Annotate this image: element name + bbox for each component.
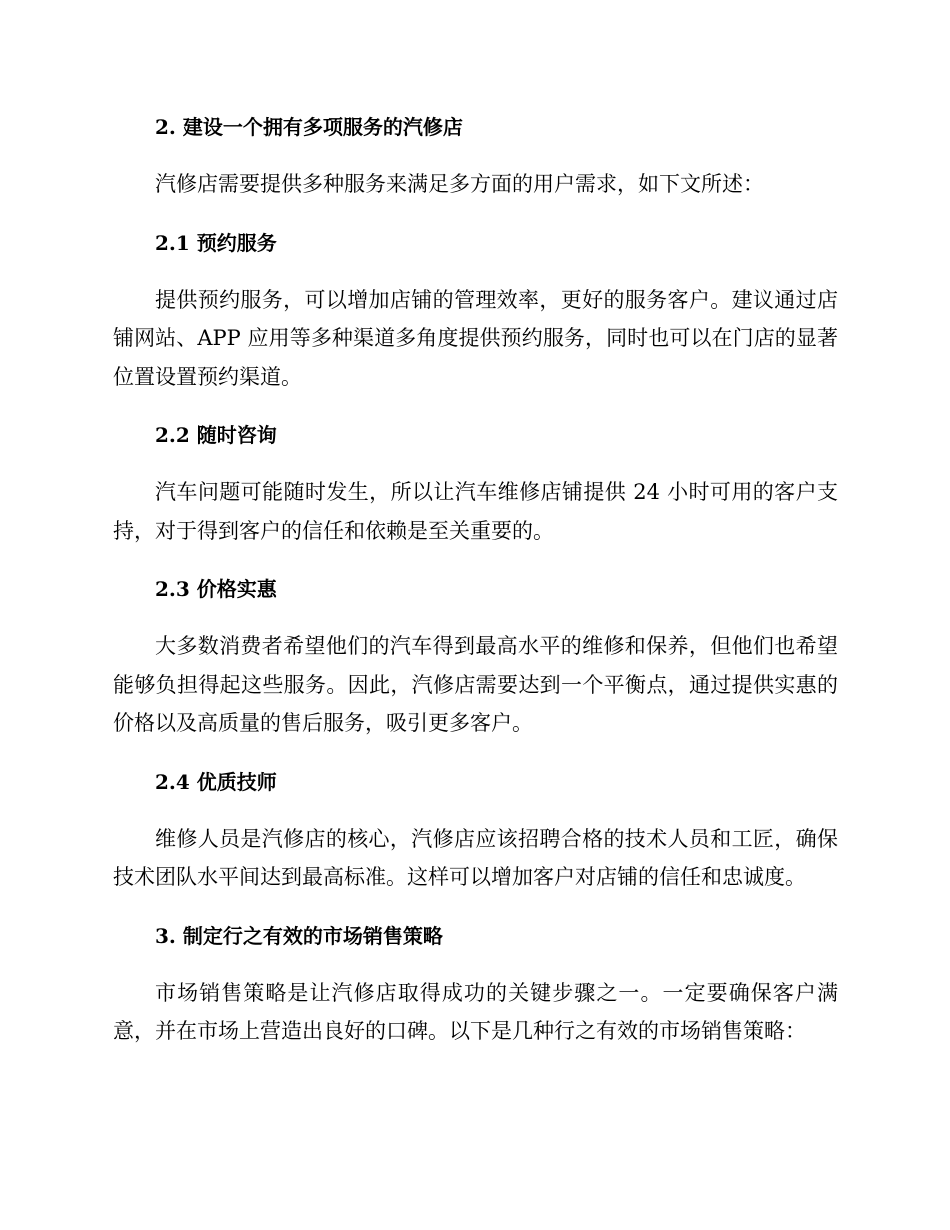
paragraph-technicians: 维修人员是汽修店的核心，汽修店应该招聘合格的技术人员和工匠，确保技术团队水平间达到最高标准。这样可以增加客户对店铺的信任和忠诚度。 [113,826,838,889]
paragraph-consultation: 汽车问题可能随时发生，所以让汽车维修店铺提供 24 小时可用的客户支持，对于得到客户的信任和依赖是至关重要的。 [113,480,838,543]
paragraph-services-intro: 汽修店需要提供多种服务来满足多方面的用户需求，如下文所述： [155,172,764,196]
subsection-heading-2-4: 2.4 优质技师 [155,769,277,794]
subsection-heading-2-3: 2.3 价格实惠 [155,577,277,601]
section-heading-2: 2. 建设一个拥有多项服务的汽修店 [155,115,463,139]
paragraph-marketing: 市场销售策略是让汽修店取得成功的关键步骤之一。一定要确保客户满意，并在市场上营造出良好的口碑。以下是几种行之有效的市场销售策略： [113,980,838,1043]
subsection-heading-2-2: 2.2 随时咨询 [155,423,277,447]
paragraph-appointment: 提供预约服务，可以增加店铺的管理效率，更好的服务客户。建议通过店铺网站、APP 应用等多种渠道多角度提供预约服务，同时也可以在门店的显著位置设置预约渠道。 [113,287,838,389]
paragraph-pricing: 大多数消费者希望他们的汽车得到最高水平的维修和保养，但他们也希望能够负担得起这些服务。因此，汽修店需要达到一个平衡点，通过提供实惠的价格以及高质量的售后服务，吸引更多客户。 [113,634,838,735]
subsection-heading-2-1: 2.1 预约服务 [155,230,277,255]
section-heading-3: 3. 制定行之有效的市场销售策略 [155,923,443,948]
